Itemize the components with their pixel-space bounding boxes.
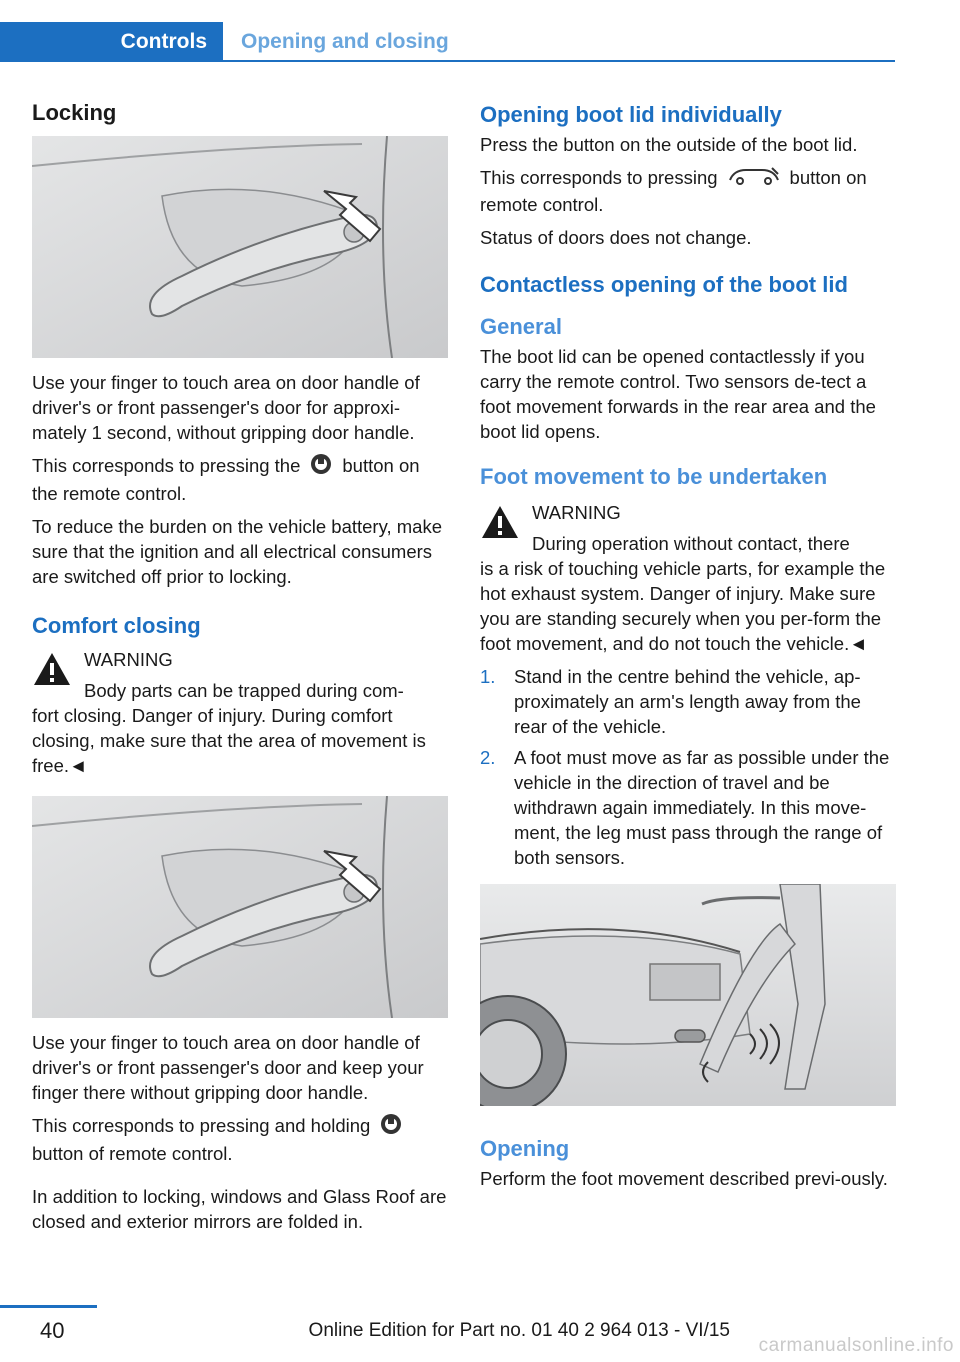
warning-icon	[480, 504, 520, 540]
general-paragraph: The boot lid can be opened contactlessly if you carry the remote control. Two sensors de-tect a foot movement forwards in the rear area and the boot lid opens.	[480, 346, 876, 443]
foot-warning	[480, 500, 896, 525]
locking-paragraph-3: To reduce the burden on the vehicle battery, make sure that the ignition and all electrical consumers are switched off prior to locking.	[32, 516, 442, 588]
opening-paragraph: Perform the foot movement described previ-ously.	[480, 1168, 888, 1190]
boot-paragraph-3: Status of doors does not change.	[480, 227, 752, 249]
warning-title: WARNING	[84, 649, 173, 671]
foot-warning-body: is a risk of touching vehicle parts, for example the hot exhaust system. Danger of injury. Make sure you are standing securely when you per-form the foot movement, and do not touch the vehicle.◄	[480, 558, 886, 655]
boot-button-icon	[728, 166, 780, 192]
footer-rule	[0, 1305, 97, 1308]
foot-movement-heading: Foot movement to be undertaken	[480, 464, 828, 490]
list-item	[480, 664, 896, 739]
step-text: A foot must move as far as possible under the vehicle in the direction of travel and be withdrawn again immediately. In this move-ment, the leg must pass through the range of both sensors.	[514, 747, 890, 869]
foot-movement-steps	[480, 664, 896, 870]
contactless-heading: Contactless opening of the boot lid	[480, 272, 848, 298]
page-header	[0, 0, 895, 62]
boot-paragraph-1: Press the button on the outside of the boot lid.	[480, 134, 858, 155]
lock-button-icon	[310, 453, 332, 481]
opening-heading: Opening	[480, 1136, 570, 1162]
comfort-paragraph-1: Use your finger to touch area on door handle of driver's or front passenger's door and keep your finger there without gripping door handle.	[32, 1032, 424, 1104]
foot-warning-first-line: During operation without contact, there	[532, 533, 850, 555]
comfort-p2-text-b: button of remote control.	[32, 1143, 233, 1165]
general-heading: General	[480, 314, 562, 340]
comfort-warning-body: fort closing. Danger of injury. During comfort closing, make sure that the area of movement is free.◄	[32, 705, 426, 777]
locking-p2-text-b: button on the remote control.	[32, 455, 420, 505]
door-handle-illustration	[32, 796, 448, 1018]
comfort-warning	[32, 647, 448, 672]
page-number: 40	[40, 1318, 65, 1343]
section-tab: Controls	[0, 22, 223, 62]
foot-movement-figure	[480, 884, 896, 1106]
boot-lid-heading: Opening boot lid individually	[480, 102, 782, 127]
warning-icon	[32, 651, 72, 687]
warning-title: WARNING	[532, 502, 621, 524]
boot-p2-text-b: button on remote control.	[480, 167, 867, 216]
locking-paragraph-1: Use your finger to touch area on door handle of driver's or front passenger's door for approxi-mately 1 second, without gripping door handle.	[32, 372, 420, 443]
locking-heading: Locking	[32, 100, 117, 125]
comfort-warning-first-line: Body parts can be trapped during com-	[84, 680, 404, 702]
locking-paragraph-2	[32, 453, 448, 506]
door-handle-illustration	[32, 136, 448, 358]
comfort-p2-text-a: This corresponds to pressing and holding	[32, 1115, 371, 1137]
foot-movement-illustration	[480, 884, 896, 1106]
door-handle-figure-2	[32, 796, 448, 1018]
lock-button-icon	[380, 1113, 402, 1141]
header-rule	[223, 60, 895, 62]
edition-note: Online Edition for Part no. 01 40 2 964 013 - VI/15	[308, 1320, 730, 1341]
comfort-paragraph-3: In addition to locking, windows and Glass Roof are closed and exterior mirrors are folded in.	[32, 1186, 447, 1233]
locking-p2-text-a: This corresponds to pressing the	[32, 455, 301, 476]
step-text: Stand in the centre behind the vehicle, ap-proximately an arm's length away from the rear of the vehicle.	[514, 666, 861, 738]
door-handle-figure-1	[32, 136, 448, 358]
step-number: 1.	[480, 666, 496, 688]
left-column	[32, 100, 448, 1242]
boot-paragraph-2	[480, 165, 896, 217]
watermark: carmanualsonline.info	[758, 1335, 954, 1356]
comfort-paragraph-2	[32, 1113, 448, 1166]
list-item	[480, 745, 896, 870]
step-number: 2.	[480, 747, 496, 769]
comfort-closing-heading: Comfort closing	[32, 613, 201, 639]
right-column	[480, 100, 896, 1199]
chapter-tab: Opening and closing	[241, 30, 449, 53]
boot-p2-text-a: This corresponds to pressing	[480, 167, 718, 188]
